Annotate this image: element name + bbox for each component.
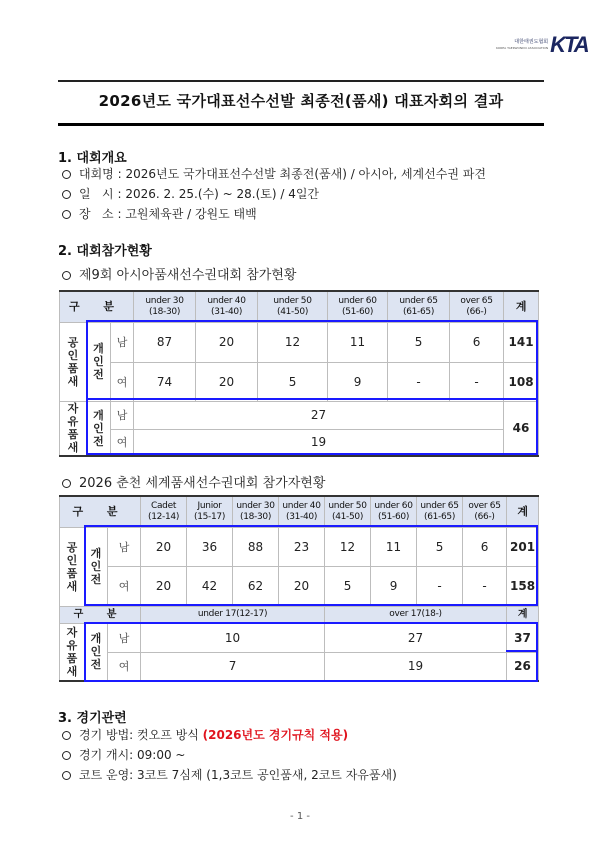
header-total: 계 [507,606,539,623]
header-col: Junior (15-17) [187,496,233,527]
header-gubun: 구 분 [60,496,141,527]
cell: 20 [196,322,258,362]
sub-individual: 개 인 전 [87,401,111,456]
table-row [60,566,539,606]
row-total: 141 [504,322,539,362]
row-total: 26 [507,652,539,681]
cell: 23 [279,527,325,566]
row-total: 46 [504,401,539,456]
cell: 5 [258,362,328,401]
world-championship-table [59,495,539,682]
cell: 62 [233,566,279,606]
cell: 20 [196,362,258,401]
cell: 20 [141,527,187,566]
cell: 5 [325,566,371,606]
header-col: under 50 (41-50) [325,496,371,527]
section-1-heading: 1. 대회개요 [58,151,127,166]
section-2-heading: 2. 대회참가현황 [58,244,152,259]
table-row [60,623,539,652]
cell: 74 [134,362,196,401]
header-gubun: 구 분 [60,291,134,322]
match-item-courts: 코트 운영: 3코트 7심제 (1,3코트 공인품새, 2코트 자유품새) [62,766,397,783]
cell: - [450,362,504,401]
overview-item-venue: 장 소 : 고원체육관 / 강원도 태백 [62,205,257,222]
gender-male: 남 [108,527,141,566]
cell: 5 [388,322,450,362]
header-gubun: 구 분 [60,606,141,623]
title-bottom-rule [58,123,544,126]
cell-merged: 19 [325,652,507,681]
row-total: 108 [504,362,539,401]
match-item-start: 경기 개시: 09:00 ~ [62,746,186,763]
cell: - [388,362,450,401]
gender-female: 여 [108,652,141,681]
cell: 20 [279,566,325,606]
gender-female: 여 [111,429,134,456]
table1-caption: 제9회 아시아품새선수권대회 참가현황 [62,264,296,283]
table-row [60,527,539,566]
header-col: under 60 (51-60) [371,496,417,527]
cell-merged: 27 [134,401,504,429]
sub-individual: 개 인 전 [85,527,108,606]
group-freestyle: 자 유 품 새 [60,401,87,456]
row-total: 37 [507,623,539,652]
circle-bullet-icon [62,190,71,199]
header-total: 계 [507,496,539,527]
circle-bullet-icon [62,271,71,280]
cell-merged: 7 [141,652,325,681]
cell: 88 [233,527,279,566]
cell: 6 [450,322,504,362]
circle-bullet-icon [62,479,71,488]
sub-individual: 개 인 전 [87,322,111,401]
group-freestyle: 자 유 품 새 [60,623,85,681]
group-recognized: 공 인 품 새 [60,322,87,401]
header-col: under 40 (31-40) [196,291,258,322]
page-number: - 1 - [290,811,310,822]
circle-bullet-icon [62,170,71,179]
table-row [60,362,539,401]
gender-male: 남 [108,623,141,652]
table-header-row [60,291,539,322]
header-col: under 40 (31-40) [279,496,325,527]
asia-championship-table [59,290,539,457]
header-col: under 60 (51-60) [328,291,388,322]
header-col: under 30 (18-30) [134,291,196,322]
row-total: 201 [507,527,539,566]
header-under17: under 17(12-17) [141,606,325,623]
group-recognized: 공 인 품 새 [60,527,85,606]
gender-female: 여 [111,362,134,401]
cell: 11 [328,322,388,362]
header-col: Cadet (12-14) [141,496,187,527]
section-3-heading: 3. 경기관련 [58,711,127,726]
header-total: 계 [504,291,539,322]
freestyle-header-row [60,606,539,623]
row-total: 158 [507,566,539,606]
overview-item-date: 일 시 : 2026. 2. 25.(수) ~ 28.(토) / 4일간 [62,185,319,202]
header-col: over 65 (66-) [450,291,504,322]
cell: 12 [258,322,328,362]
table-row [60,322,539,362]
cell: 6 [463,527,507,566]
header-col: under 50 (41-50) [258,291,328,322]
cell: 5 [417,527,463,566]
cell: 36 [187,527,233,566]
cell: 87 [134,322,196,362]
match-item-method: 경기 방법: 컷오프 방식 (2026년도 경기규칙 적용) [62,726,348,743]
circle-bullet-icon [62,751,71,760]
table-header-row [60,496,539,527]
sub-individual: 개 인 전 [85,623,108,681]
circle-bullet-icon [62,210,71,219]
cell-merged: 27 [325,623,507,652]
table-row [60,652,539,681]
table-row [60,401,539,429]
cell: 11 [371,527,417,566]
cell: 20 [141,566,187,606]
header-col: under 65 (61-65) [388,291,450,322]
cell: - [417,566,463,606]
cell: 9 [371,566,417,606]
table2-caption: 2026 춘천 세계품새선수권대회 참가자현황 [62,472,325,491]
header-col: under 30 (18-30) [233,496,279,527]
kta-logo [496,32,588,58]
gender-male: 남 [111,401,134,429]
gender-female: 여 [108,566,141,606]
circle-bullet-icon [62,731,71,740]
cell-merged: 10 [141,623,325,652]
cell: 12 [325,527,371,566]
header-col: over 65 (66-) [463,496,507,527]
rule-highlight: (2026년도 경기규칙 적용) [202,728,349,742]
cell-merged: 19 [134,429,504,456]
logo-org-name: 대한태권도협회 KOREA TAEKWONDO ASSOCIATION [496,39,549,50]
cell: - [463,566,507,606]
header-col: under 65 (61-65) [417,496,463,527]
logo-mark: KTA [550,32,588,57]
overview-item-name: 대회명 : 2026년도 국가대표선수선발 최종전(품새) / 아시아, 세계선수권 파견 [62,165,486,182]
title-top-rule [58,80,544,82]
table-row [60,429,539,456]
gender-male: 남 [111,322,134,362]
cell: 9 [328,362,388,401]
document-title: 2026년도 국가대표선수선발 최종전(품새) 대표자회의 결과 [98,92,504,110]
circle-bullet-icon [62,771,71,780]
header-over17: over 17(18-) [325,606,507,623]
cell: 42 [187,566,233,606]
